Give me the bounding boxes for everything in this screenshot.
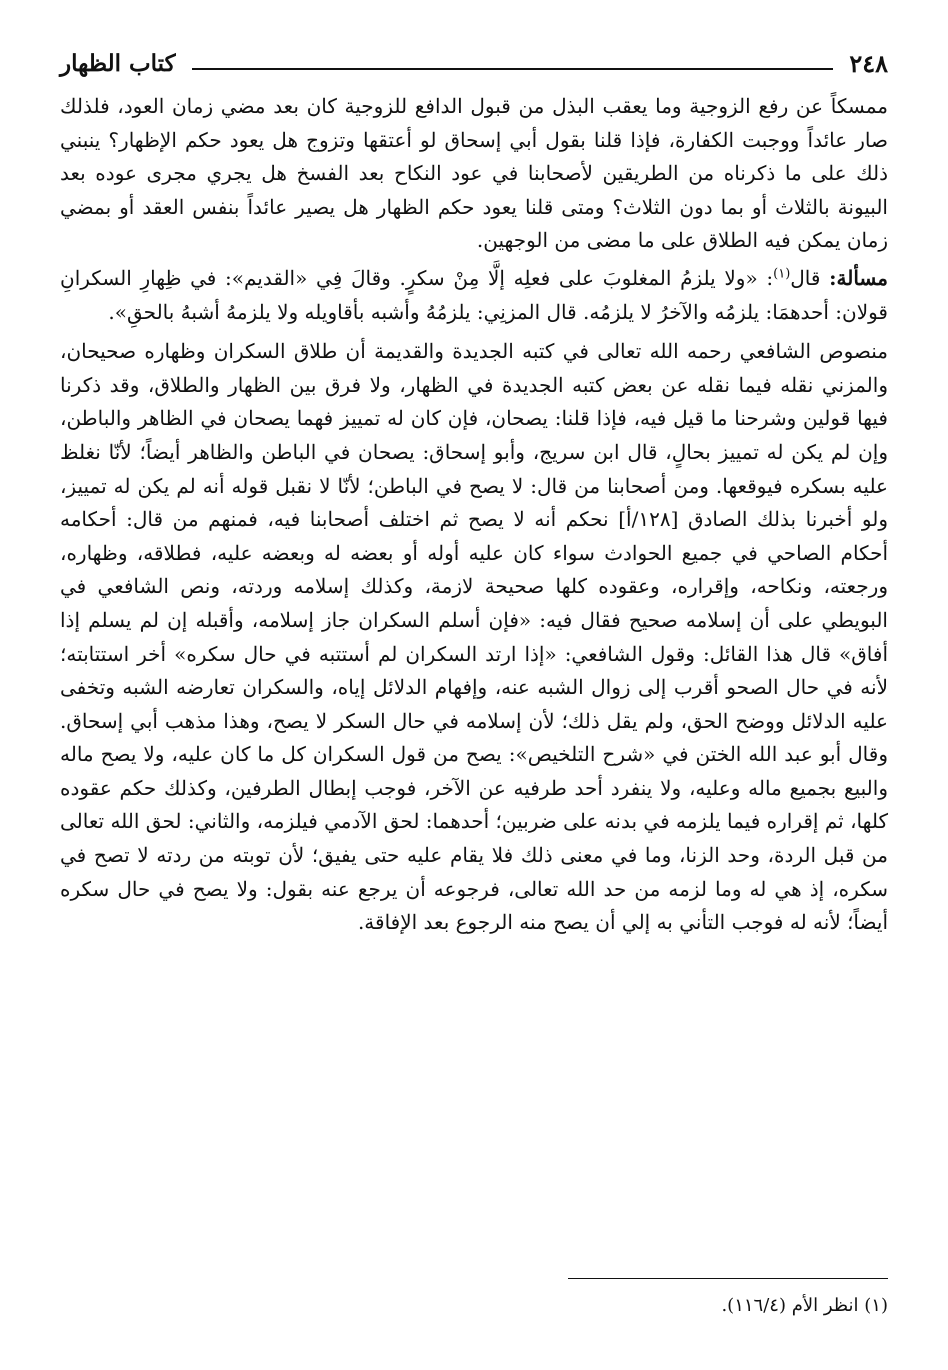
paragraph-continuation: ممسكاً عن رفع الزوجية وما يعقب البذل من قبول الدافع للزوجية كان بعد مضي زمان العود، فلذلك صار عائداً ووجبت الكفارة، فإذا قلنا بقول أبي إسحاق لو أعتقها وتزوج هل يعود حكم الإظهار؟ ينبني ذلك على ما ذكرناه من الطريقين لأصحابنا في عود النكاح بعد الفسخ هل يجري مجرى عوده بعد البيونة بالثلاث أو بما دون الثلاث؟ ومتى قلنا يعود حكم الظهار هل يصير عائداً بنفس العقد أو بمضي زمان يمكن فيه الطلاق على ما مضى من الوجهين. xyxy=(60,94,888,253)
footnote-separator xyxy=(568,1278,888,1279)
footnote-reference: (١) xyxy=(773,266,791,282)
paragraph-commentary: منصوص الشافعي رحمه الله تعالى في كتبه الجديدة والقديمة أن طلاق السكران وظهاره صحيحان، والمزني نقله فيما نقله عن بعض كتبه الجديدة في الظهار، ولا فرق بين الظهار والطلاق، وقد ذكرنا فيها قولين وشرحنا ما قيل فيه، فإذا قلنا: يصحان، فإن كان له تمييز فهما يصحان في الظاهر والباطن، وإن لم يكن له تمييز بحالٍ، قال ابن سريج، وأبو إسحاق: يصحان في الباطن والظاهر أيضاً؛ لأنّا نغلظ عليه بسكره فيوقعها. ومن أصحابنا من قال: لا يصح في الباطن؛ لأنّا لا نقبل قوله أنه لم يكن له تمييز، ولو أخبرنا بذلك الصادق [١٢٨/أ] نحكم أنه لا يصح ثم اختلف أصحابنا فيه، فمنهم من قال: أحكامه أحكام الصاحي في جميع الحوادث سواء كان عليه أوله أو بعضه له وبعضه عليه، فطلاقه، وظهاره، ورجعته، ونكاحه، وإقراره، وعقوده كلها صحيحة لازمة، وكذلك إسلامه وردته، ونص الشافعي في البويطي على أن إسلامه صحيح فقال فيه: «فإن أسلم السكران جاز إسلامه، وأقبله إن لم يسلم إذا أفاق» قال هذا القائل: وقول الشافعي: «إذا ارتد السكران لم أستتبه في حال سكره» أخر استتابته؛ لأنه في حال الصحو أقرب إلى زوال الشبه عنه، وإفهام الدلائل إياه، والسكران تعارضه الشبه وتخفى عليه الدلائل ووضح الحق، ولم يقل ذلك؛ لأن إسلامه في حال السكر لا يصح، وهذا مذهب أبي إسحاق. وقال أبو عبد الله الختن في «شرح التلخيص»: يصح من قول السكران كل ما كان عليه، ولا يصح ماله والبيع بجميع ماله وعليه، ولا ينفرد أحد طرفيه عن الآخر، فوجب إبطال الطرفين، وكذلك حكم عقوده كلها، ثم إقراره فيما يلزمه في بدنه على ضربين؛ أحدهما: لحق الآدمي فيلزمه، والثاني: لحق الله تعالى من قبل الردة، وحد الزنا، وما في معنى ذلك فلا يقام عليه حتى يفيق؛ لأن توبته من ردته لا تصح في سكره، إذ هي له وما لزمه من حد الله تعالى، فرجوعه أن يرجع عنه بقول: ولا يصح في حال سكره أيضاً؛ لأنه له فوجب التأني به إلي أن يصح منه الرجوع بعد الإفاقة. xyxy=(60,339,888,935)
masala-label: مسألة: xyxy=(829,265,888,290)
main-text xyxy=(60,90,888,940)
page-number: ٢٤٨ xyxy=(849,48,888,78)
masala-quote: : «ولا يلزمُ المغلوبَ على فعلِه إلَّا مِنْ سكرٍ. وقالَ فِي «القديم»: في ظِهارِ السكرانِ قولان: أحدهمَا: يلزمُه والآخرُ لا يلزمُه. قال المزنِي: يلزمُهُ وأشبه بأقاويله ولا يلزمهُ أشبهُ بالحقِ». xyxy=(60,265,888,324)
page-header xyxy=(60,40,888,86)
running-title: كتاب الظهار xyxy=(60,49,176,77)
footnote: (١) انظر الأم (١١٦/٤). xyxy=(721,1295,888,1316)
paragraph-masala xyxy=(60,262,888,329)
masala-intro: قال xyxy=(790,265,830,290)
header-rule xyxy=(192,68,834,70)
